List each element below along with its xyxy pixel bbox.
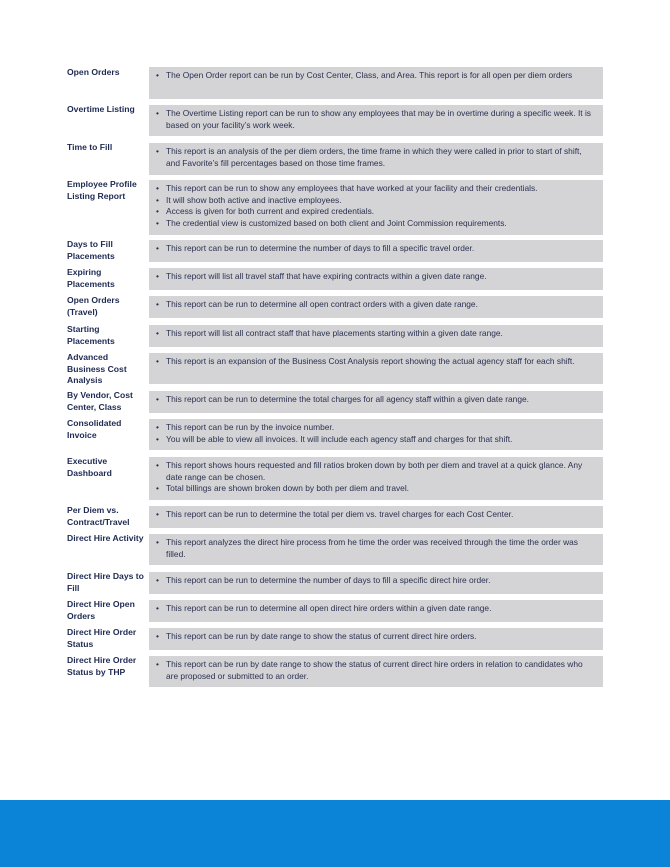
description-bullet: • This report can be run to determine the total charges for all agency staff within a given date range. xyxy=(166,394,595,406)
report-name: Executive Dashboard xyxy=(67,456,112,478)
description-bullet: • You will be able to view all invoices. It will include each agency staff and charges for that shift. xyxy=(166,434,595,446)
description-bullet: • Access is given for both current and expired credentials. xyxy=(166,206,595,218)
description-bullet: • This report can be run to determine all open contract orders with a given date range. xyxy=(166,299,595,311)
description-bullet: • This report will list all contract staff that have placements starting within a given date range. xyxy=(166,328,595,340)
report-name: Direct Hire Activity xyxy=(67,533,144,543)
description-bullet: • This report can be run to show any employees that have worked at your facility and their credentials. xyxy=(166,183,595,195)
report-name: Open Orders (Travel) xyxy=(67,295,120,317)
report-name: Direct Hire Days to Fill xyxy=(67,571,144,593)
description-bullet: • This report shows hours requested and fill ratios broken down by both per diem and travel at a quick glance. Any date range can be chosen. xyxy=(166,460,595,483)
report-description-box xyxy=(149,600,603,622)
report-name: Direct Hire Order Status xyxy=(67,627,137,649)
report-name: Time to Fill xyxy=(67,142,113,152)
report-name: Direct Hire Open Orders xyxy=(67,599,135,621)
description-bullet: • It will show both active and inactive employees. xyxy=(166,195,595,207)
report-description-box xyxy=(149,572,603,594)
report-description-box xyxy=(149,419,603,450)
report-name: Employee Profile Listing Report xyxy=(67,179,137,201)
report-description-box xyxy=(149,143,603,175)
report-description-box xyxy=(149,180,603,235)
description-bullet: • This report is an expansion of the Business Cost Analysis report showing the actual agency staff for each shift. xyxy=(166,356,595,368)
report-description-box xyxy=(149,325,603,347)
description-bullet: • This report is an analysis of the per diem orders, the time frame in which they were called in prior to start of shift, and Favorite’s fill percentages based on those time frames. xyxy=(166,146,595,169)
report-description-box xyxy=(149,391,603,413)
description-bullet: • This report will list all travel staff that have expiring contracts within a given date range. xyxy=(166,271,595,283)
report-description-box xyxy=(149,457,603,500)
report-name: Advanced Business Cost Analysis xyxy=(67,352,127,386)
description-bullet: • The Open Order report can be run by Cost Center, Class, and Area. This report is for all open per diem orders xyxy=(166,70,595,82)
report-description-box xyxy=(149,353,603,384)
description-bullet: • This report can be run by date range to show the status of current direct hire orders in relation to candidates who are proposed or submitted to an order. xyxy=(166,659,595,682)
report-description-box xyxy=(149,240,603,262)
report-description-box xyxy=(149,296,603,318)
description-bullet: • This report can be run by the invoice number. xyxy=(166,422,595,434)
description-bullet: • Total billings are shown broken down by both per diem and travel. xyxy=(166,483,595,495)
footer-band xyxy=(0,800,670,867)
description-bullet: • The credential view is customized based on both client and Joint Commission requirements. xyxy=(166,218,595,230)
report-name: Expiring Placements xyxy=(67,267,115,289)
description-bullet: • This report can be run to determine all open direct hire orders within a given date range. xyxy=(166,603,595,615)
report-description-box xyxy=(149,67,603,99)
description-bullet: • This report can be run to determine the number of days to fill a specific direct hire order. xyxy=(166,575,595,587)
report-name: Direct Hire Order Status by THP xyxy=(67,655,137,677)
report-name: By Vendor, Cost Center, Class xyxy=(67,390,133,412)
report-name: Consolidated Invoice xyxy=(67,418,122,440)
description-bullet: • The Overtime Listing report can be run to show any employees that may be in overtime during a specific week. It is based on your facility’s work week. xyxy=(166,108,595,131)
report-description-box xyxy=(149,506,603,528)
report-description-box xyxy=(149,656,603,687)
description-bullet: • This report can be run to determine the number of days to fill a specific travel order. xyxy=(166,243,595,255)
description-bullet: • This report can be run by date range to show the status of current direct hire orders. xyxy=(166,631,595,643)
report-name: Per Diem vs. Contract/Travel xyxy=(67,505,130,527)
report-name: Open Orders xyxy=(67,67,120,77)
description-bullet: • This report can be run to determine the total per diem vs. travel charges for each Cost Center. xyxy=(166,509,595,521)
report-name: Days to Fill Placements xyxy=(67,239,115,261)
description-bullet: • This report analyzes the direct hire process from he time the order was received through the time the order was filled. xyxy=(166,537,595,560)
report-description-box xyxy=(149,105,603,136)
report-description-box xyxy=(149,268,603,290)
report-description-box xyxy=(149,534,603,565)
report-name: Starting Placements xyxy=(67,324,115,346)
report-description-box xyxy=(149,628,603,650)
report-name: Overtime Listing xyxy=(67,104,135,114)
